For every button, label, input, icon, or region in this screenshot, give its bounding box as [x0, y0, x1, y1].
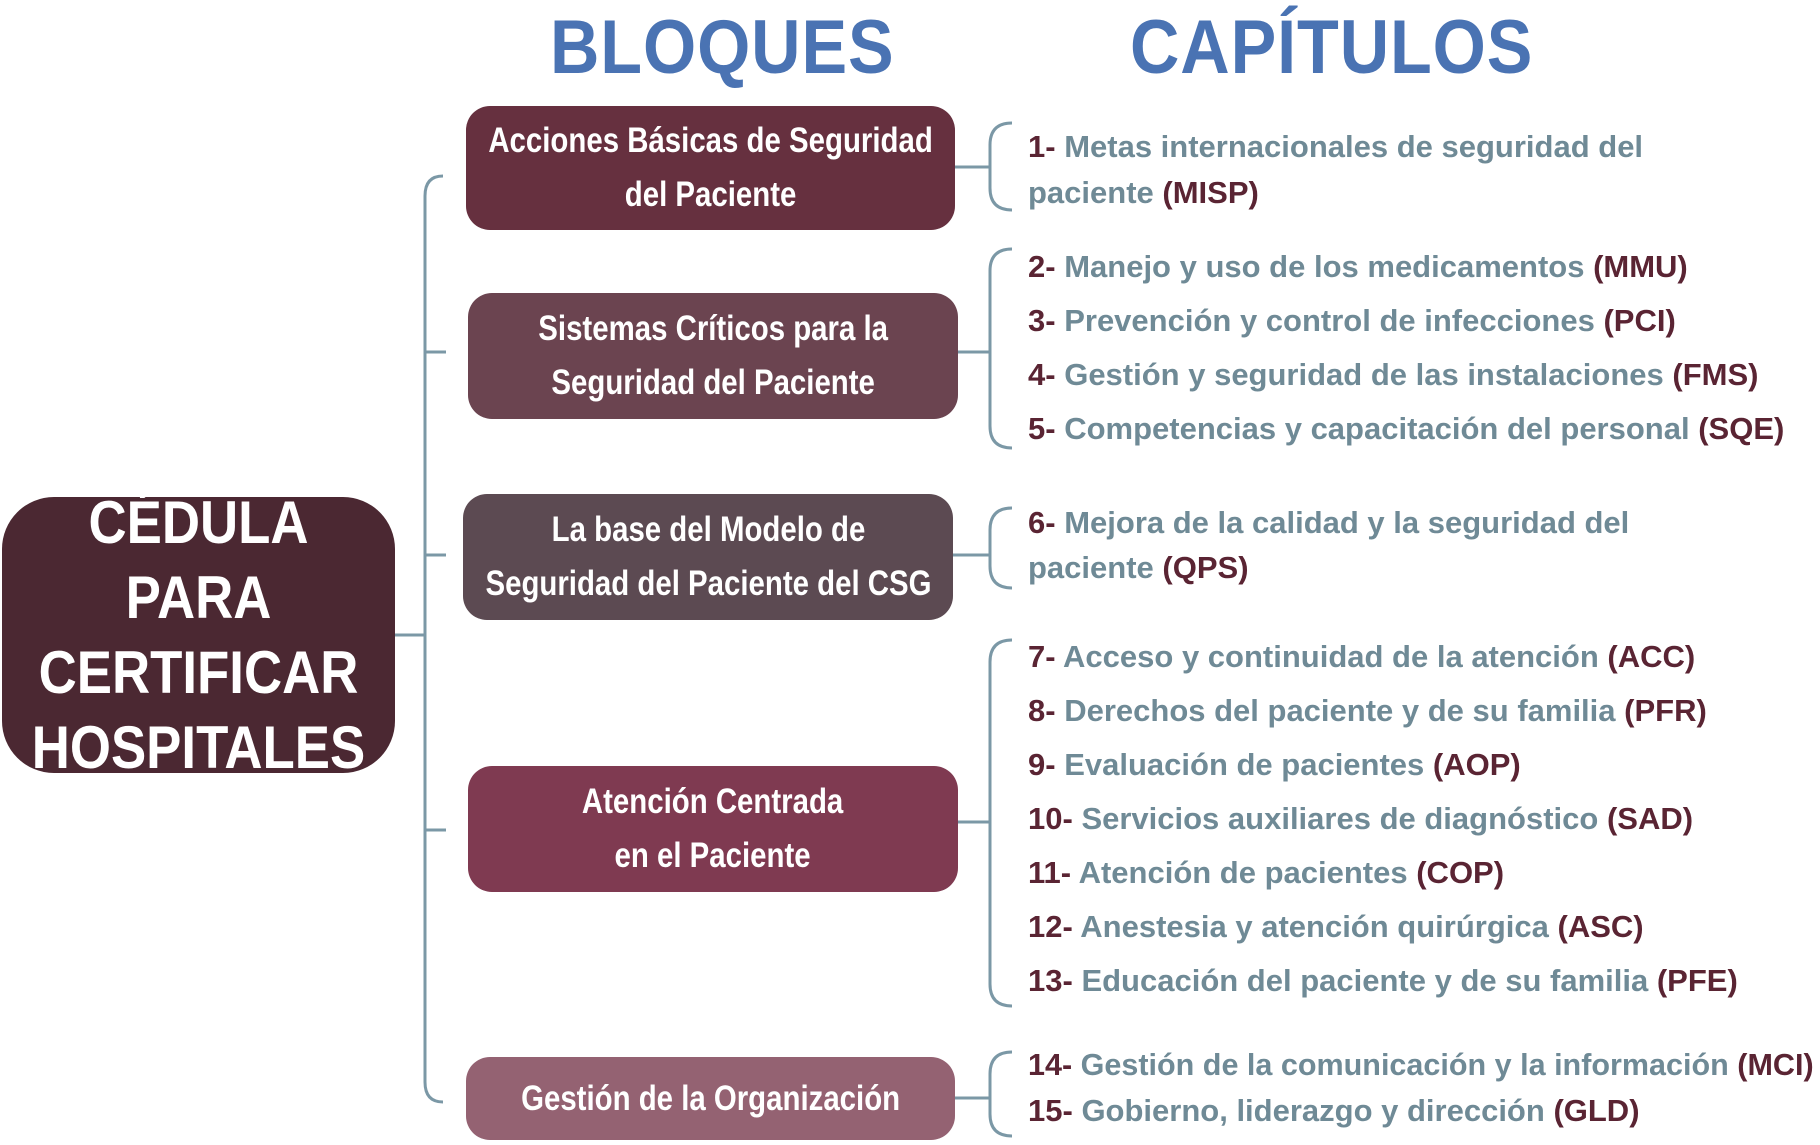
chapter-code: (AOP) [1432, 747, 1521, 782]
chapter-title: Derechos del paciente y de su familia [1064, 693, 1616, 728]
chapter-code: (ACC) [1607, 639, 1696, 674]
chapter-title: Servicios auxiliares de diagnóstico [1081, 801, 1599, 836]
chapter-code: (MMU) [1593, 249, 1688, 284]
block-atencion-centrada [468, 766, 958, 892]
chapter-code: (MISP) [1162, 175, 1259, 210]
chapter-9 [1028, 742, 1521, 788]
chapter-title: Manejo y uso de los medicamentos [1064, 249, 1585, 284]
root-node [2, 489, 395, 781]
chapter-13 [1028, 958, 1738, 1004]
chapter-title: Gestión de la comunicación y la información [1080, 1047, 1729, 1082]
chapter-title: Competencias y capacitación del personal [1064, 411, 1690, 446]
chapter-15 [1028, 1088, 1640, 1134]
block-line: Gestión de la Organización [520, 1078, 901, 1118]
chapter-title: Gestión y seguridad de las instalaciones [1064, 357, 1664, 392]
root-line1: CÉDULA PARA [88, 489, 309, 631]
root-line3: HOSPITALES [31, 714, 366, 781]
block-line: Acciones Básicas de Seguridad [488, 121, 933, 160]
chapter-14 [1028, 1042, 1814, 1088]
block-sistemas-criticos [468, 293, 958, 419]
chapter-8 [1028, 688, 1707, 734]
chapter-number: 9- [1028, 747, 1056, 782]
bloques-header: BLOQUES [550, 5, 895, 90]
chapter-title: Anestesia y atención quirúrgica [1080, 909, 1549, 944]
block-line: Seguridad del Paciente [551, 363, 875, 402]
chapter-bracket-3 [990, 508, 1012, 588]
chapter-number: 7- [1028, 639, 1056, 674]
chapter-title: Prevención y control de infecciones [1064, 303, 1595, 338]
chapter-number: 12- [1028, 909, 1073, 944]
chapter-code: (ASC) [1557, 909, 1644, 944]
block-line: Atención Centrada [582, 782, 844, 821]
chapter-number: 8- [1028, 693, 1056, 728]
block-line: del Paciente [624, 175, 797, 214]
chapter-title: Mejora de la calidad y la seguridad del [1064, 505, 1630, 540]
chapter-title: Educación del paciente y de su familia [1081, 963, 1649, 998]
block-line: Sistemas Críticos para la [538, 309, 888, 348]
block-base-modelo [463, 494, 953, 620]
chapter-title: Evaluación de pacientes [1064, 747, 1425, 782]
chapter-title: Acceso y continuidad de la atención [1063, 639, 1599, 674]
chapter-code: (QPS) [1162, 550, 1249, 585]
chapter-code: (PCI) [1603, 303, 1676, 338]
chapter-code: (COP) [1416, 855, 1505, 890]
chapter-1 [1028, 124, 1643, 170]
block-gestion-organizacion [466, 1057, 955, 1140]
chapter-code: (MCI) [1737, 1047, 1814, 1082]
chapter-title: paciente [1028, 175, 1154, 210]
chapter-bracket-2 [990, 249, 1012, 448]
block-acciones-basicas [466, 106, 955, 230]
chapter-11 [1028, 850, 1504, 896]
chapter-7 [1028, 634, 1695, 680]
chapter-6 [1028, 500, 1629, 546]
block-line: en el Paciente [614, 836, 812, 875]
capitulos-header: CAPÍTULOS [1130, 5, 1534, 90]
chapter-code: (GLD) [1553, 1093, 1640, 1128]
chapter-4 [1028, 352, 1758, 398]
chapter-title: Gobierno, liderazgo y dirección [1081, 1093, 1545, 1128]
chapter-3 [1028, 298, 1676, 344]
chapter-12 [1028, 904, 1644, 950]
chapter-number: 1- [1028, 129, 1056, 164]
chapter-5 [1028, 406, 1784, 452]
chapter-6-cont [1028, 545, 1249, 591]
chapter-number: 3- [1028, 303, 1056, 338]
chapter-2 [1028, 244, 1688, 290]
chapter-number: 5- [1028, 411, 1056, 446]
chapter-title: Metas internacionales de seguridad del [1064, 129, 1644, 164]
chapter-number: 15- [1028, 1093, 1073, 1128]
block-line: La base del Modelo de [551, 510, 865, 549]
chapter-number: 6- [1028, 505, 1056, 540]
chapter-number: 11- [1028, 855, 1072, 890]
chapter-number: 10- [1028, 801, 1073, 836]
chapter-bracket-4 [990, 640, 1012, 1006]
block-line: Seguridad del Paciente del CSG [484, 564, 932, 603]
chapter-code: (SQE) [1698, 411, 1785, 446]
chapter-code: (SAD) [1606, 801, 1694, 836]
chapter-number: 2- [1028, 249, 1056, 284]
chapter-title: paciente [1028, 550, 1154, 585]
chapter-number: 13- [1028, 963, 1073, 998]
chapter-bracket-1 [990, 123, 1012, 210]
chapter-bracket-5 [990, 1052, 1012, 1136]
main-bracket [425, 176, 443, 1102]
chapter-number: 4- [1028, 357, 1056, 392]
chapter-code: (PFE) [1656, 963, 1738, 998]
chapter-code: (FMS) [1672, 357, 1759, 392]
chapter-title: Atención de pacientes [1078, 855, 1408, 890]
chapter-code: (PFR) [1624, 693, 1707, 728]
chapter-10 [1028, 796, 1693, 842]
chapter-1-cont [1028, 170, 1259, 216]
root-line2: CERTIFICAR [38, 639, 359, 706]
chapter-number: 14- [1028, 1047, 1073, 1082]
